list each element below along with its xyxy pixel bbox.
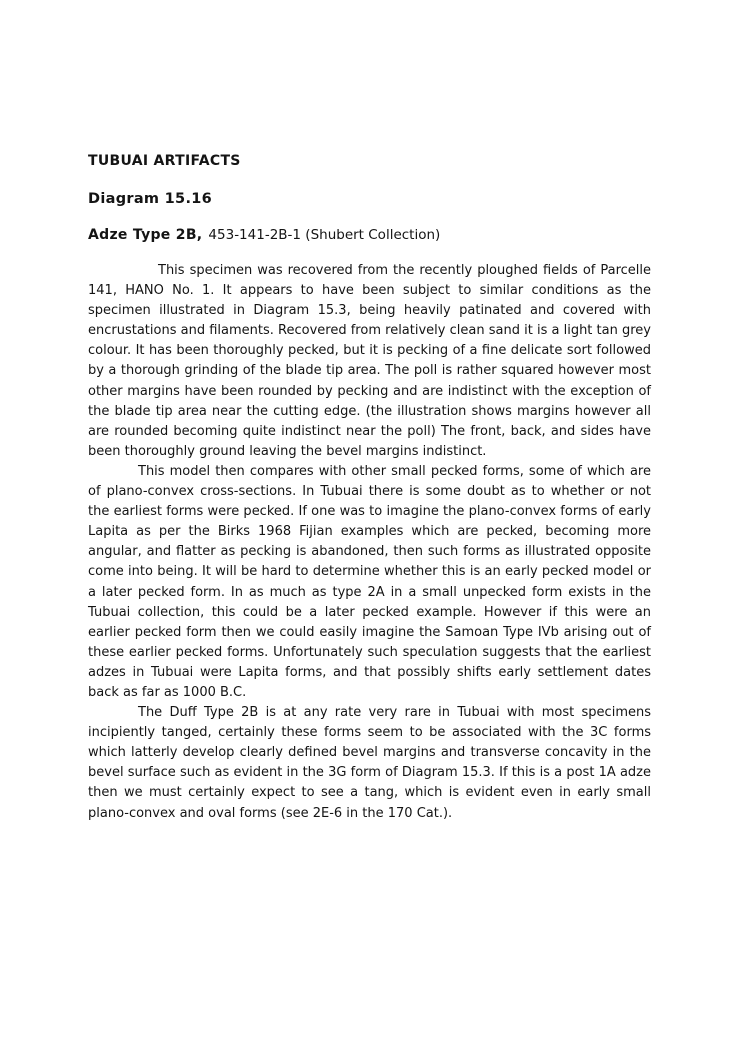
adze-reference: 453-141-2B-1 (Shubert Collection) <box>208 227 441 243</box>
paragraph-specimen-description: This specimen was recovered from the recently ploughed fields of Parcelle 141, HANO No. 1. It appears to have been subject to similar conditions as the specimen illustrated in Diagram 15.3, being heavily patinated and covered with encrustations and filaments. Recovered from relatively clean sand it is a light tan grey colour. It has been thoroughly pecked, but it is pecking of a fine delicate sort followed by a thorough grinding of the blade tip area. The poll is rather squared however most other margins have been rounded by pecking and are indistinct with the exception of the blade tip area near the cutting edge. (the illustration shows margins however all are rounded becoming quite indistinct near the poll) The front, back, and sides have been thoroughly ground leaving the bevel margins indistinct. <box>88 263 651 459</box>
body-text <box>88 261 651 824</box>
adze-heading <box>88 227 651 243</box>
paragraph-duff-type: The Duff Type 2B is at any rate very rare in Tubuai with most specimens incipiently tanged, certainly these forms seem to be associated with the 3C forms which latterly develop clearly defined bevel margins and transverse concavity in the bevel surface such as evident in the 3G form of Diagram 15.3. If this is a post 1A adze then we must certainly expect to see a tang, which is evident even in early small plano-convex and oval forms (see 2E-6 in the 170 Cat.). <box>88 705 651 821</box>
document-page <box>88 153 651 824</box>
diagram-title: Diagram 15.16 <box>88 191 213 207</box>
section-title: TUBUAI ARTIFACTS <box>88 153 241 169</box>
paragraph-comparison: This model then compares with other small pecked forms, some of which are of plano-convex cross-sections. In Tubuai there is some doubt as to whether or not the earliest forms were pecked. If one was to imagine the plano-convex forms of early Lapita as per the Birks 1968 Fijian examples which are pecked, becoming more angular, and flatter as pecking is abandoned, then such forms as illustrated opposite come into being. It will be hard to determine whether this is an early pecked model or a later pecked form. In as much as type 2A in a small unpecked form exists in the Tubuai collection, this could be a later pecked example. However if this were an earlier pecked form then we could easily imagine the Samoan Type IVb arising out of these earlier pecked forms. Unfortunately such speculation suggests that the earliest adzes in Tubuai were Lapita forms, and that possibly shifts early settlement dates back as far as 1000 B.C. <box>88 463 651 700</box>
adze-type-label: Adze Type 2B, <box>88 227 203 243</box>
